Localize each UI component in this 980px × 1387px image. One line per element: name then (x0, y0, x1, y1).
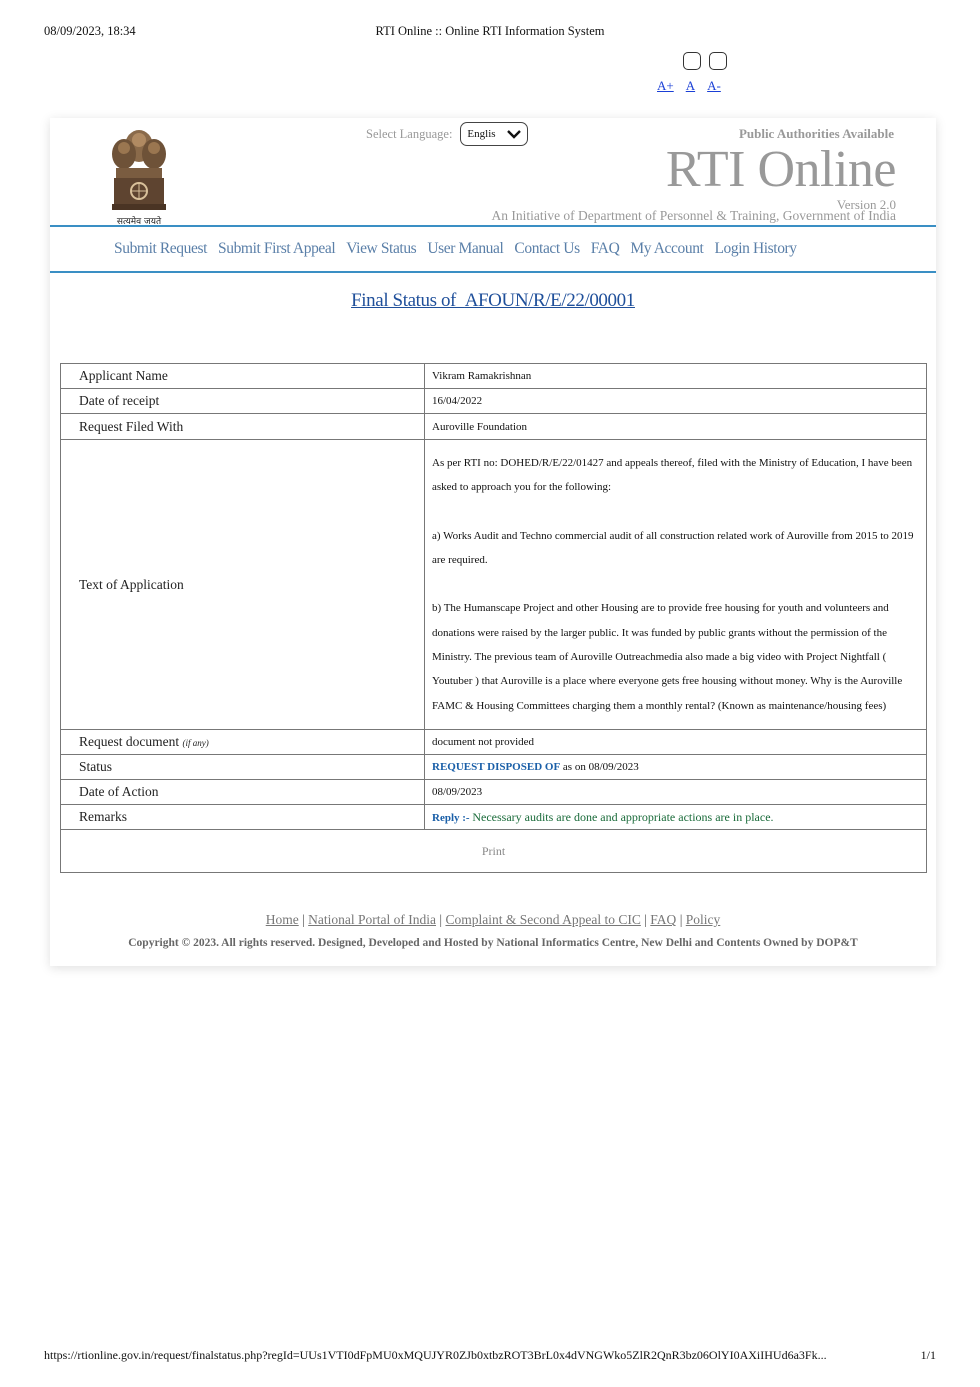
copyright-owner: Contents Owned by DOP&T (716, 937, 858, 949)
language-value: Englis (467, 128, 496, 140)
site-title: RTI Online (665, 141, 896, 198)
nav-user-manual[interactable]: User Manual (427, 240, 504, 257)
remarks-label: Remarks (61, 805, 425, 830)
applicant-name-label: Applicant Name (61, 364, 425, 389)
receipt-date-label: Date of receipt (61, 389, 425, 414)
table-row (61, 414, 927, 440)
table-row (61, 440, 927, 730)
registration-number: AFOUN/R/E/22/00001 (464, 290, 635, 311)
action-date-value: 08/09/2023 (425, 780, 927, 805)
remarks-value (425, 805, 927, 830)
accessibility-toggles (683, 52, 727, 70)
status-details-table (60, 363, 927, 873)
request-document-value: document not provided (425, 730, 927, 755)
action-date-label: Date of Action (61, 780, 425, 805)
main-nav (50, 225, 936, 273)
print-button[interactable]: Print (481, 843, 506, 858)
nav-submit-request[interactable]: Submit Request (114, 240, 208, 257)
table-row (61, 389, 927, 414)
main-card (50, 118, 936, 966)
applicant-name-value: Vikram Ramakrishnan (425, 364, 927, 389)
contrast-toggle-icon[interactable] (683, 52, 701, 70)
print-cell (61, 830, 927, 873)
print-page-number: 1/1 (920, 1348, 936, 1362)
nav-faq[interactable]: FAQ (590, 240, 620, 257)
application-text-paragraph: b) The Humanscape Project and other Housing are to provide free housing for youth and volunteers and donations were raised by the larger public. It was funded by public grants without the permission of the Ministry. The previous team of Auroville Outreachmedia also made a big video with Project Nightfall ( Youtuber ) that Auroville is a place where everyone gets free housing without money. Why is the Auroville FAMC & Housing Committees charging them a monthly rental? (Known as maintenance/housing fees) (432, 602, 903, 712)
if-any-note: (if any) (182, 738, 209, 748)
footer-link-faq[interactable]: FAQ (650, 912, 677, 927)
font-increase-link[interactable]: A+ (657, 78, 674, 93)
print-doc-title: RTI Online :: Online RTI Information System (375, 24, 605, 38)
nav-view-status[interactable]: View Status (346, 240, 417, 257)
filed-with-value: Auroville Foundation (425, 414, 927, 440)
table-row (61, 780, 927, 805)
font-normal-link[interactable]: A (685, 78, 696, 93)
table-row (61, 805, 927, 830)
site-initiative: An Initiative of Department of Personnel & Training, Government of India (491, 208, 896, 223)
page-title (50, 290, 936, 312)
status-badge: REQUEST DISPOSED OF (432, 761, 561, 773)
page-title-prefix: Final Status of (351, 290, 456, 311)
nav-contact-us[interactable]: Contact Us (514, 240, 580, 257)
language-dropdown[interactable] (460, 122, 528, 146)
table-row (61, 364, 927, 389)
footer-link-national-portal[interactable]: National Portal of India (308, 912, 437, 927)
application-text-paragraph: As per RTI no: DOHED/R/E/22/01427 and appeals thereof, filed with the Ministry of Education, I have been asked to approach you for the following: (432, 457, 913, 494)
nav-my-account[interactable]: My Account (630, 240, 704, 257)
chevron-down-icon (507, 129, 521, 139)
application-text-paragraph: a) Works Audit and Techno commercial audit of all construction related work of Auroville from 2015 to 2019 are required. (432, 529, 914, 567)
national-emblem-logo (94, 124, 184, 226)
print-url: https://rtionline.gov.in/request/finalstatus.php?regId=UUs1VTI0dFpMU0xMQUJYR0ZJb0xtbzROT3BrL0x4dVNGWko5ZlR2QnR3bz06OlYI0AXiIHUd6a3Fk... (44, 1348, 827, 1362)
reply-prefix: Reply :- (432, 811, 470, 824)
emblem-caption: सत्यमेव जयते (116, 217, 162, 226)
status-date: as on 08/09/2023 (562, 761, 639, 773)
filed-with-label: Request Filed With (61, 414, 425, 440)
receipt-date-value: 16/04/2022 (425, 389, 927, 414)
request-document-label: Request document (if any) (61, 730, 425, 755)
contrast-toggle-icon[interactable] (709, 52, 727, 70)
status-label: Status (61, 755, 425, 780)
footer-link-policy[interactable]: Policy (685, 912, 721, 927)
application-text-value (425, 440, 927, 730)
font-size-controls (657, 78, 721, 94)
language-selector (366, 122, 528, 146)
language-label: Select Language: (366, 126, 453, 141)
public-authorities-link[interactable]: Public Authorities Available (738, 126, 894, 141)
reply-text: Necessary audits are done and appropriate actions are in place. (472, 809, 774, 824)
footer-link-complaint[interactable]: Complaint & Second Appeal to CIC (445, 912, 641, 927)
nav-login-history[interactable]: Login History (714, 240, 797, 257)
table-row (61, 730, 927, 755)
print-datetime: 08/09/2023, 18:34 (44, 24, 136, 38)
table-row (61, 830, 927, 873)
application-text-label: Text of Application (61, 440, 425, 730)
site-version: Version 2.0 (836, 197, 896, 212)
status-value (425, 755, 927, 780)
footer-link-home[interactable]: Home (265, 912, 299, 927)
copyright-text: Copyright © 2023. All rights reserved. Designed, Developed and Hosted by National Informatics Centre, New Delhi and Contents Owned by DOP&T (128, 937, 858, 949)
table-row (61, 755, 927, 780)
font-decrease-link[interactable]: A- (707, 78, 721, 93)
footer-links: Home | National Portal of India | Complaint & Second Appeal to CIC | FAQ | Policy (265, 912, 721, 927)
nav-submit-first-appeal[interactable]: Submit First Appeal (218, 240, 336, 257)
